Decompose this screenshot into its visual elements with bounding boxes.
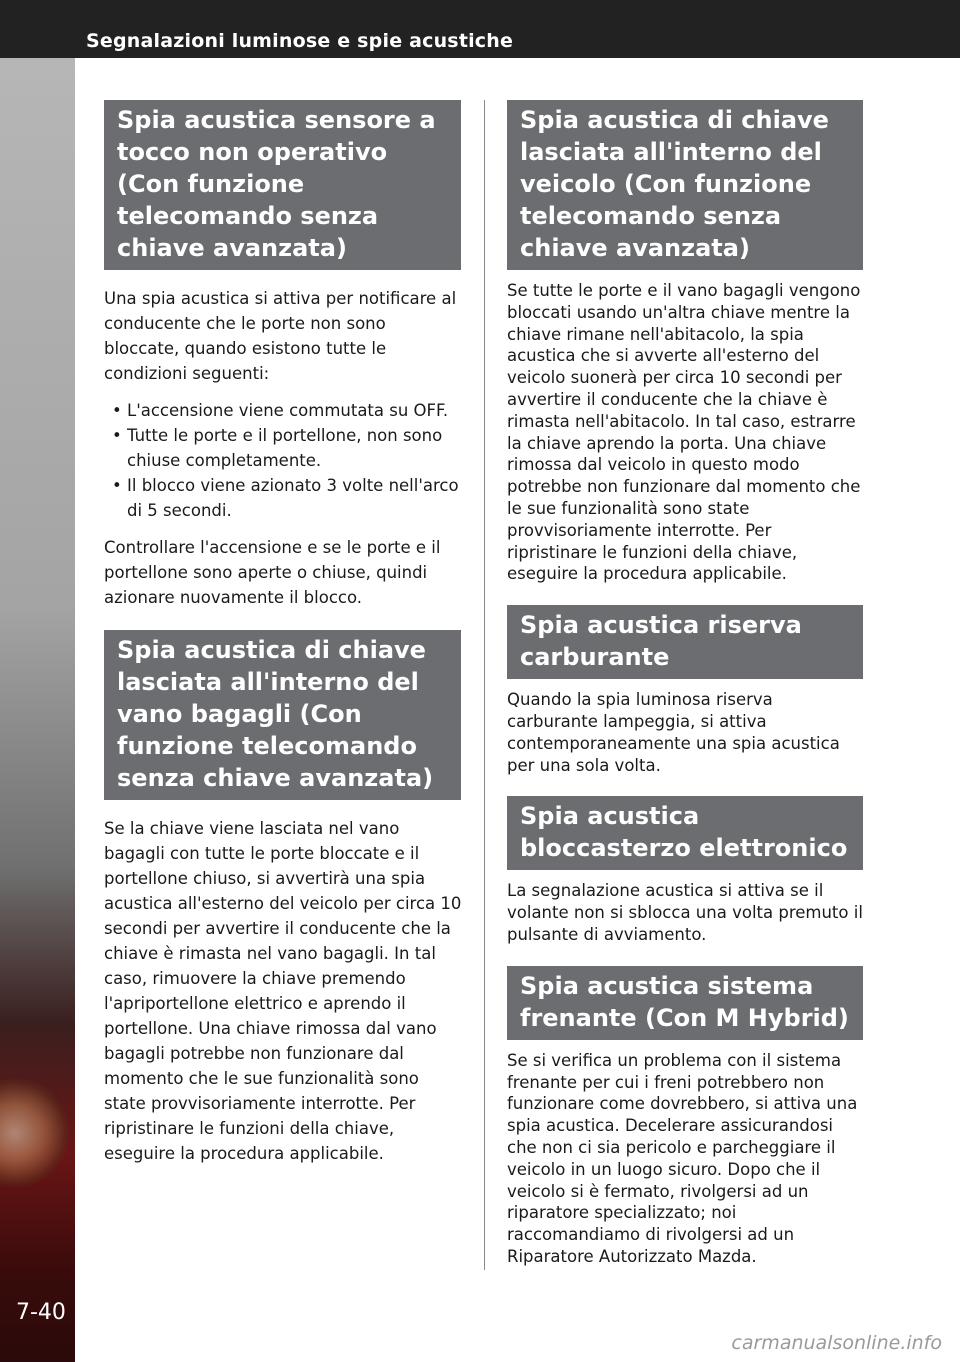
left-column [104,100,462,1166]
list-item: • L'accensione viene commutata su OFF. [112,398,462,423]
section-text-key-in-trunk: Se la chiave viene lasciata nel vano bagagli con tutte le porte bloccate e il portellone chiuso, si avvertirà una spia acustica all'esterno del veicolo per circa 10 secondi per avvertire il conducente che la chiave è rimasta nel vano bagagli. In tal caso, rimuovere la chiave premendo l'apriportellone elettrico e aprendo il portellone. Una chiave rimossa dal vano bagagli potrebbe non funzionare dal momento che le sue funzionalità sono state provvisoriamente interrotte. Per ripristinare le funzioni della chiave, eseguire la procedura applicabile. [104,819,462,1163]
column-divider [484,100,485,1270]
section-text-touch-sensor-outro: Controllare l'accensione e se le porte e il portellone sono aperte o chiuse, quindi azionare nuovamente il blocco. [104,538,441,607]
side-image-strip [0,58,75,1362]
header-bar [0,0,960,58]
chapter-title: Segnalazioni luminose e spie acustiche [86,30,514,52]
headlight-image [0,1078,70,1188]
list-item: • Il blocco viene azionato 3 volte nell'arco di 5 secondi. [112,473,462,523]
section-heading-steering-lock: Spia acustica bloccasterzo elettronico [507,796,863,870]
section-heading-key-in-vehicle: Spia acustica di chiave lasciata all'interno del veicolo (Con funzione telecomando senza chiave avanzata) [507,100,863,270]
section-text-key-in-vehicle: Se tutte le porte e il vano bagagli vengono bloccati usando un'altra chiave mentre la chiave rimane nell'abitacolo, la spia acustica che si avverte all'esterno del veicolo suonerà per circa 10 secondi per avvertire il conducente che la chiave è rimasta nell'abitacolo. In tal caso, estrarre la chiave aprendo la porta. Una chiave rimossa dal veicolo in questo modo potrebbe non funzionare dal momento che le sue funzionalità sono state provvisoriamente interrotte. Per ripristinare le funzioni della chiave, eseguire la procedura applicabile. [507,281,861,584]
section-heading-touch-sensor: Spia acustica sensore a tocco non operativo (Con funzione telecomando senza chiave avanzata) [104,100,461,270]
right-column [507,100,863,1268]
page-number: 7-40 [16,1300,66,1325]
condition-list [112,398,462,523]
section-heading-key-in-trunk: Spia acustica di chiave lasciata all'interno del vano bagagli (Con funzione telecomando senza chiave avanzata) [104,630,461,800]
section-text-steering-lock: La segnalazione acustica si attiva se il volante non si sblocca una volta premuto il pulsante di avviamento. [507,881,863,944]
watermark: carmanualsonline.info [731,1332,942,1354]
section-text-touch-sensor-intro: Una spia acustica si attiva per notificare al conducente che le porte non sono bloccate, quando esistono tutte le condizioni seguenti: [104,289,457,383]
section-heading-fuel-reserve: Spia acustica riserva carburante [507,605,863,679]
list-item: • Tutte le porte e il portellone, non sono chiuse completamente. [112,423,462,473]
section-text-fuel-reserve: Quando la spia luminosa riserva carburante lampeggia, si attiva contemporaneamente una spia acustica per una sola volta. [507,690,840,775]
section-text-brake-system: Se si verifica un problema con il sistema frenante per cui i freni potrebbero non funzionare come dovrebbero, si attiva una spia acustica. Decelerare assicurandosi che non ci sia pericolo e parcheggiare il veicolo in un luogo sicuro. Dopo che il veicolo si è fermato, rivolgersi ad un riparatore specializzato; noi raccomandiamo di rivolgersi ad un Riparatore Autorizzato Mazda. [507,1050,858,1266]
section-heading-brake-system: Spia acustica sistema frenante (Con M Hybrid) [507,966,863,1040]
